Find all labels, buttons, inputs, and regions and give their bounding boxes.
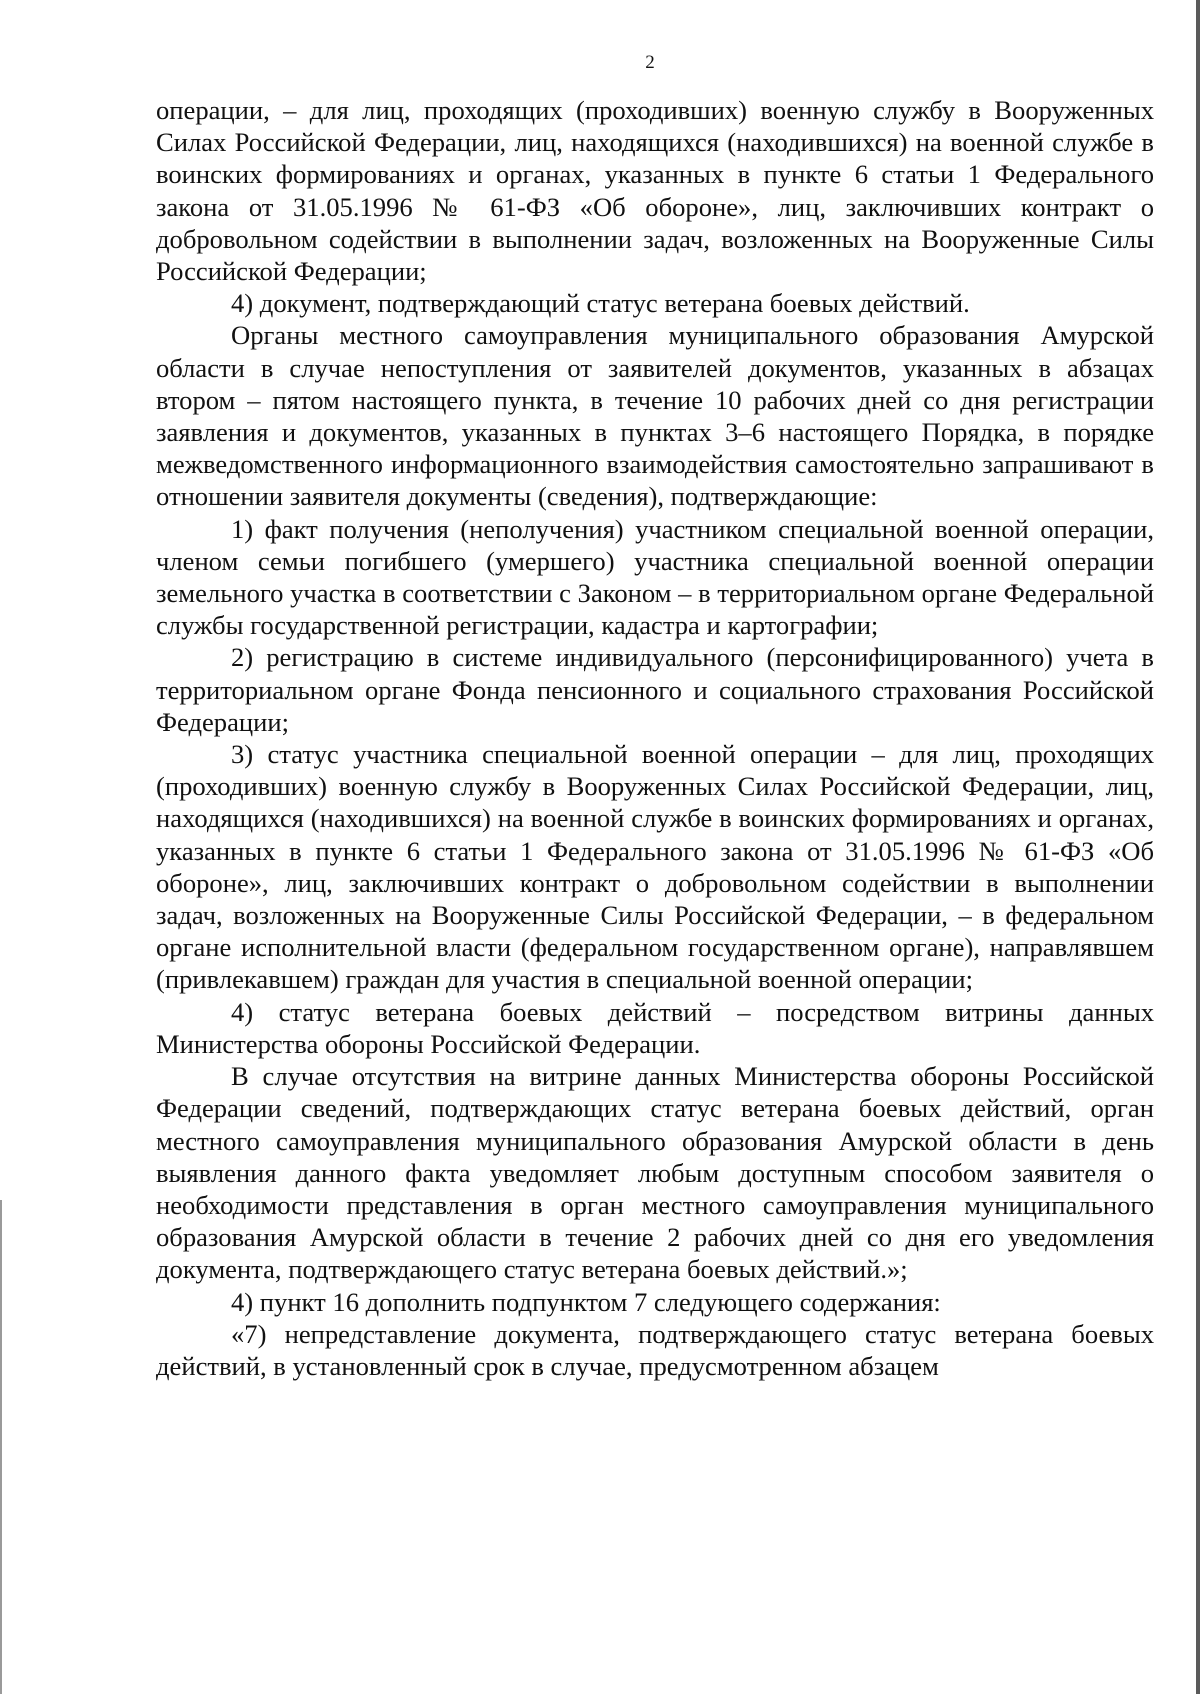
paragraph-continuation: операции, – для лиц, проходящих (проходивших) военную службу в Вооруженных Силах Российской Федерации, лиц, находящихся (находившихся) на военной службе в воинских формированиях и органах, указанных в пункте 6 статьи 1 Федерального закона от 31.05.1996 № 61-ФЗ «Об обороне», лиц, заключивших контракт о добровольном содействии в выполнении задач, возложенных на Вооруженные Силы Российской Федерации; bbox=[156, 95, 1154, 287]
document-body bbox=[156, 94, 1154, 1382]
paragraph-absence-of-data: В случае отсутствия на витрине данных Министерства обороны Российской Федерации сведений, подтверждающих статус ветерана боевых действий, орган местного самоуправления муниципального образования Амурской области в день выявления данного факта уведомляет любым доступным способом заявителя о необходимости представления в орган местного самоуправления муниципального образования Амурской области в течение 2 рабочих дней со дня его уведомления документа, подтверждающего статус ветерана боевых действий.»; bbox=[156, 1061, 1154, 1285]
scan-edge-left bbox=[0, 1200, 2, 1694]
scan-edge-right bbox=[1196, 0, 1200, 1694]
paragraph-item-4-document: 4) документ, подтверждающий статус ветерана боевых действий. bbox=[231, 288, 970, 319]
paragraph-item-3-status-participant: 3) статус участника специальной военной операции – для лиц, проходящих (проходивших) военную службу в Вооруженных Силах Российской Федерации, лиц, находящихся (находившихся) на военной службе в воинских формированиях и органах, указанных в пункте 6 статьи 1 Федерального закона от 31.05.1996 № 61-ФЗ «Об обороне», лиц, заключивших контракт о добровольном содействии в выполнении задач, возложенных на Вооруженные Силы Российской Федерации, – в федеральном органе исполнительной власти (федеральном государственном органе), направлявшем (привлекавшем) граждан для участия в специальной военной операции; bbox=[156, 739, 1154, 995]
paragraph-item-1-land-plot: 1) факт получения (неполучения) участником специальной военной операции, членом семьи погибшего (умершего) участника специальной военной операции земельного участка в соответствии с Законом – в территориальном органе Федеральной службы государственной регистрации, кадастра и картографии; bbox=[156, 513, 1154, 641]
paragraph-item-2-registration: 2) регистрацию в системе индивидуального (персонифицированного) учета в территориальном органе Фонда пенсионного и социального страхования Российской Федерации; bbox=[156, 642, 1154, 737]
paragraph-amend-point-16: 4) пункт 16 дополнить подпунктом 7 следующего содержания: bbox=[231, 1286, 941, 1317]
paragraph-subpoint-7: «7) непредставление документа, подтверждающего статус ветерана боевых действий, в установленный срок в случае, предусмотренном абзацем bbox=[156, 1318, 1154, 1381]
page-number: 2 bbox=[645, 52, 655, 73]
paragraph-item-4-veteran-status: 4) статус ветерана боевых действий – посредством витрины данных Министерства обороны Российской Федерации. bbox=[156, 996, 1154, 1059]
paragraph-organs-request: Органы местного самоуправления муниципального образования Амурской области в случае непоступления от заявителей документов, указанных в абзацах втором – пятом настоящего пункта, в течение 10 рабочих дней со дня регистрации заявления и документов, указанных в пунктах 3–6 настоящего Порядка, в порядке межведомственного информационного взаимодействия самостоятельно запрашивают в отношении заявителя документы (сведения), подтверждающие: bbox=[156, 320, 1154, 512]
